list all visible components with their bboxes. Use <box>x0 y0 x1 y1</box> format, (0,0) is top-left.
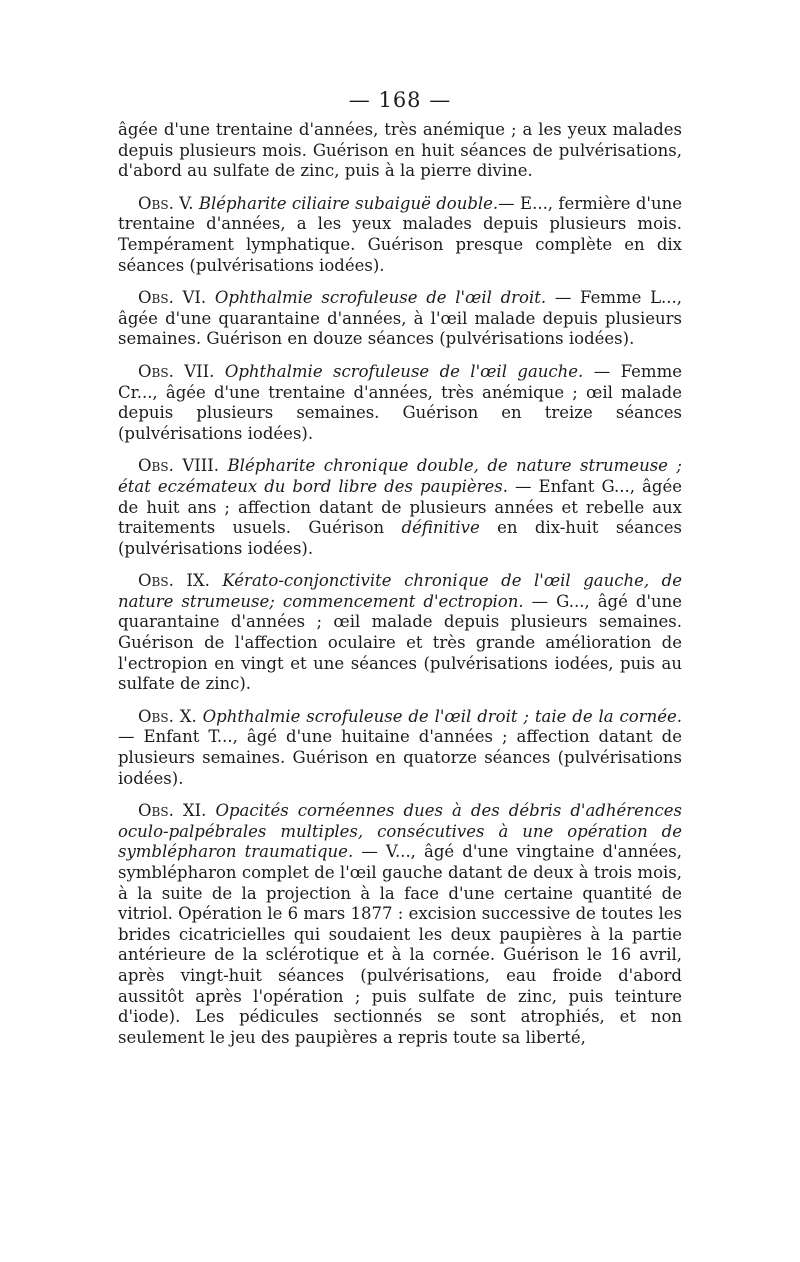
observation-5 <box>118 194 682 276</box>
book-page <box>118 88 682 1048</box>
observation-text: — Enfant G..., âgée de huit ans ; affection datant de plusieurs années et rebelle aux traitements usuels. Guérison <box>118 476 682 538</box>
observation-title: Ophthalmie scrofuleuse de l'œil droit. <box>214 288 547 308</box>
observation-title: Ophthalmie scrofuleuse de l'œil gauche. <box>224 361 584 381</box>
observation-text: — Femme L..., âgée d'une quarantaine d'années, à l'œil malade depuis plusieurs semaines. Guérison en douze séances (pulvérisations iodées). <box>118 288 683 349</box>
observation-9 <box>118 571 682 695</box>
observation-label: Obs. X. <box>138 706 197 726</box>
observation-title: Blépharite chronique double, de nature strumeuse ; état eczémateux du bord libre des paupières. <box>118 456 682 496</box>
observation-title: Opacités cornéennes dues à des débris d'adhérences oculo-palpébrales multiples, consécutives à une opération de symblépharon traumatique. <box>118 801 682 862</box>
observation-7 <box>118 362 682 444</box>
observation-label: Obs. XI. <box>138 801 207 821</box>
observation-text: — Femme Cr..., âgée d'une trentaine d'années, très anémique ; œil malade depuis plusieurs semaines. Guérison en treize séances (pulvérisations iodées). <box>118 361 682 443</box>
observation-label: Obs. VIII. <box>138 456 220 476</box>
observation-text: — G..., âgé d'une quarantaine d'années ; œil malade depuis plusieurs semaines. Guérison de l'affection oculaire et très grande amélioration de l'ectropion en vingt et une séances (pulvérisations iodées, puis au sulfate de zinc). <box>118 591 682 694</box>
observation-text: — V..., âgé d'une vingtaine d'années, symblépharon complet de l'œil gauche datant de deux à trois mois, à la suite de la projection à la face d'une certaine quantité de vitriol. Opération le 6 mars 1877 : excision successive de toutes les brides cicatricielles qui soudaient les deux paupières à la partie antérieure de la sclérotique et à la cornée. Guérison le 16 avril, après vingt-huit séances (pulvérisations, eau froide d'abord aussitôt après l'opération ; puis sulfate de zinc, puis teinture d'iode). Les pédicules sectionnés se sont atrophiés, et non seulement le jeu des paupières a repris toute sa liberté, <box>118 842 682 1047</box>
observation-text-italic: définitive <box>401 518 480 538</box>
observation-text-end: en dix-huit séances (pulvérisations iodées). <box>118 518 683 558</box>
observation-title: Ophthalmie scrofuleuse de l'œil droit ; taie de la cornée. <box>202 706 682 726</box>
observation-label: Obs. IX. <box>138 571 210 591</box>
observation-label: Obs. VII. <box>138 361 215 381</box>
observation-8 <box>118 456 682 559</box>
opening-paragraph: âgée d'une trentaine d'années, très anémique ; a les yeux malades depuis plusieurs mois. Guérison en huit séances de pulvérisations, d'abord au sulfate de zinc, puis à la pierre divine. <box>118 120 682 181</box>
observation-label: Obs. V. <box>138 193 194 213</box>
page-number: — 168 — <box>348 88 452 112</box>
observation-title: Kérato-conjonctivite chronique de l'œil gauche, de nature strumeuse; commencement d'ectropion. <box>118 571 682 611</box>
observation-6 <box>118 288 682 350</box>
observation-10 <box>118 707 682 789</box>
observation-title: Blépharite ciliaire subaiguë double. <box>198 193 499 213</box>
observation-text: — E..., fermière d'une trentaine d'années, a les yeux malades depuis plusieurs mois. Tempérament lymphatique. Guérison presque complète en dix séances (pulvérisations iodées). <box>118 193 682 275</box>
observation-text: — Enfant T..., âgé d'une huitaine d'années ; affection datant de plusieurs semaines. Guérison en quatorze séances (pulvérisations iodées). <box>118 727 682 788</box>
observation-11 <box>118 801 682 1048</box>
observation-label: Obs. VI. <box>138 288 207 308</box>
